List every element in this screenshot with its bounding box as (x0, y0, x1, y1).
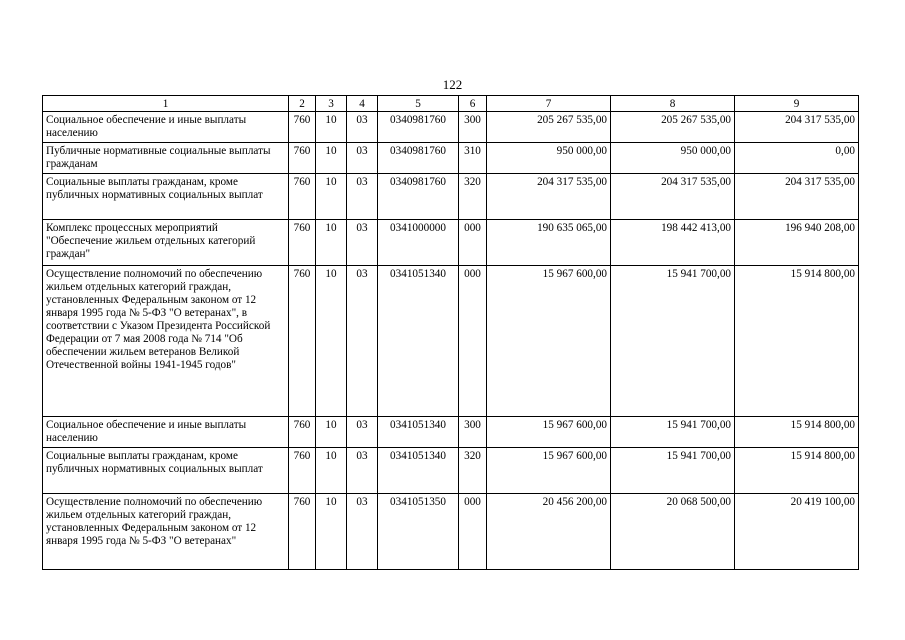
code-cell: 310 (459, 143, 487, 174)
amount-cell: 15 914 800,00 (735, 266, 859, 417)
code-cell: 03 (347, 143, 378, 174)
header-cell-4: 4 (347, 96, 378, 112)
amount-cell: 15 967 600,00 (487, 448, 611, 494)
amount-cell: 205 267 535,00 (611, 112, 735, 143)
amount-cell: 15 914 800,00 (735, 417, 859, 448)
amount-cell: 198 442 413,00 (611, 220, 735, 266)
amount-cell: 204 317 535,00 (487, 174, 611, 220)
code-cell: 320 (459, 174, 487, 220)
amount-cell: 15 941 700,00 (611, 448, 735, 494)
amount-cell: 190 635 065,00 (487, 220, 611, 266)
row-name-cell: Осуществление полномочий по обеспечению жильем отдельных категорий граждан, установленных Федеральным законом от 12 января 1995 года № 5-ФЗ "О ветеранах", в соответствии с Указом Президента Российской Федерации от 7 мая 2008 года № 714 "Об обеспечении жильем ветеранов Великой Отечественной войны 1941-1945 годов" (43, 266, 289, 417)
code-cell: 10 (316, 266, 347, 417)
code-cell: 10 (316, 112, 347, 143)
amount-cell: 196 940 208,00 (735, 220, 859, 266)
table-row (43, 448, 859, 494)
table-row (43, 494, 859, 570)
amount-cell: 15 967 600,00 (487, 417, 611, 448)
code-cell: 300 (459, 112, 487, 143)
code-cell: 03 (347, 174, 378, 220)
amount-cell: 15 967 600,00 (487, 266, 611, 417)
table-row (43, 143, 859, 174)
code-cell: 000 (459, 494, 487, 570)
code-cell: 000 (459, 266, 487, 417)
amount-cell: 15 941 700,00 (611, 266, 735, 417)
header-cell-5: 5 (378, 96, 459, 112)
code-cell: 0341051340 (378, 266, 459, 417)
amount-cell: 204 317 535,00 (735, 174, 859, 220)
amount-cell: 20 419 100,00 (735, 494, 859, 570)
row-name-cell: Социальные выплаты гражданам, кроме публичных нормативных социальных выплат (43, 174, 289, 220)
code-cell: 760 (289, 220, 316, 266)
budget-table (42, 95, 859, 570)
header-cell-2: 2 (289, 96, 316, 112)
code-cell: 10 (316, 494, 347, 570)
code-cell: 760 (289, 143, 316, 174)
header-cell-9: 9 (735, 96, 859, 112)
amount-cell: 204 317 535,00 (735, 112, 859, 143)
code-cell: 03 (347, 112, 378, 143)
code-cell: 03 (347, 448, 378, 494)
amount-cell: 950 000,00 (611, 143, 735, 174)
code-cell: 760 (289, 174, 316, 220)
code-cell: 0341051340 (378, 448, 459, 494)
code-cell: 03 (347, 220, 378, 266)
amount-cell: 15 914 800,00 (735, 448, 859, 494)
row-name-cell: Публичные нормативные социальные выплаты гражданам (43, 143, 289, 174)
row-name-cell: Осуществление полномочий по обеспечению жильем отдельных категорий граждан, установленных Федеральным законом от 12 января 1995 года № 5-ФЗ "О ветеранах" (43, 494, 289, 570)
code-cell: 000 (459, 220, 487, 266)
table-row (43, 266, 859, 417)
amount-cell: 205 267 535,00 (487, 112, 611, 143)
row-name-cell: Социальное обеспечение и иные выплаты населению (43, 417, 289, 448)
amount-cell: 204 317 535,00 (611, 174, 735, 220)
table-header-row (43, 96, 859, 112)
code-cell: 03 (347, 266, 378, 417)
table-row (43, 220, 859, 266)
amount-cell: 0,00 (735, 143, 859, 174)
header-cell-1: 1 (43, 96, 289, 112)
code-cell: 03 (347, 417, 378, 448)
code-cell: 10 (316, 448, 347, 494)
page-number: 122 (442, 77, 463, 92)
code-cell: 760 (289, 417, 316, 448)
code-cell: 10 (316, 174, 347, 220)
code-cell: 320 (459, 448, 487, 494)
code-cell: 0340981760 (378, 112, 459, 143)
code-cell: 760 (289, 112, 316, 143)
code-cell: 0340981760 (378, 143, 459, 174)
table-row (43, 174, 859, 220)
code-cell: 10 (316, 220, 347, 266)
amount-cell: 20 456 200,00 (487, 494, 611, 570)
row-name-cell: Социальные выплаты гражданам, кроме публичных нормативных социальных выплат (43, 448, 289, 494)
code-cell: 760 (289, 448, 316, 494)
code-cell: 300 (459, 417, 487, 448)
table-row (43, 417, 859, 448)
code-cell: 10 (316, 417, 347, 448)
row-name-cell: Комплекс процессных мероприятий "Обеспечение жильем отдельных категорий граждан" (43, 220, 289, 266)
code-cell: 0341051350 (378, 494, 459, 570)
header-cell-6: 6 (459, 96, 487, 112)
row-name-cell: Социальное обеспечение и иные выплаты населению (43, 112, 289, 143)
code-cell: 0341051340 (378, 417, 459, 448)
header-cell-7: 7 (487, 96, 611, 112)
amount-cell: 15 941 700,00 (611, 417, 735, 448)
code-cell: 0340981760 (378, 174, 459, 220)
code-cell: 760 (289, 494, 316, 570)
amount-cell: 950 000,00 (487, 143, 611, 174)
code-cell: 10 (316, 143, 347, 174)
code-cell: 0341000000 (378, 220, 459, 266)
header-cell-3: 3 (316, 96, 347, 112)
table-row (43, 112, 859, 143)
code-cell: 03 (347, 494, 378, 570)
code-cell: 760 (289, 266, 316, 417)
header-cell-8: 8 (611, 96, 735, 112)
amount-cell: 20 068 500,00 (611, 494, 735, 570)
